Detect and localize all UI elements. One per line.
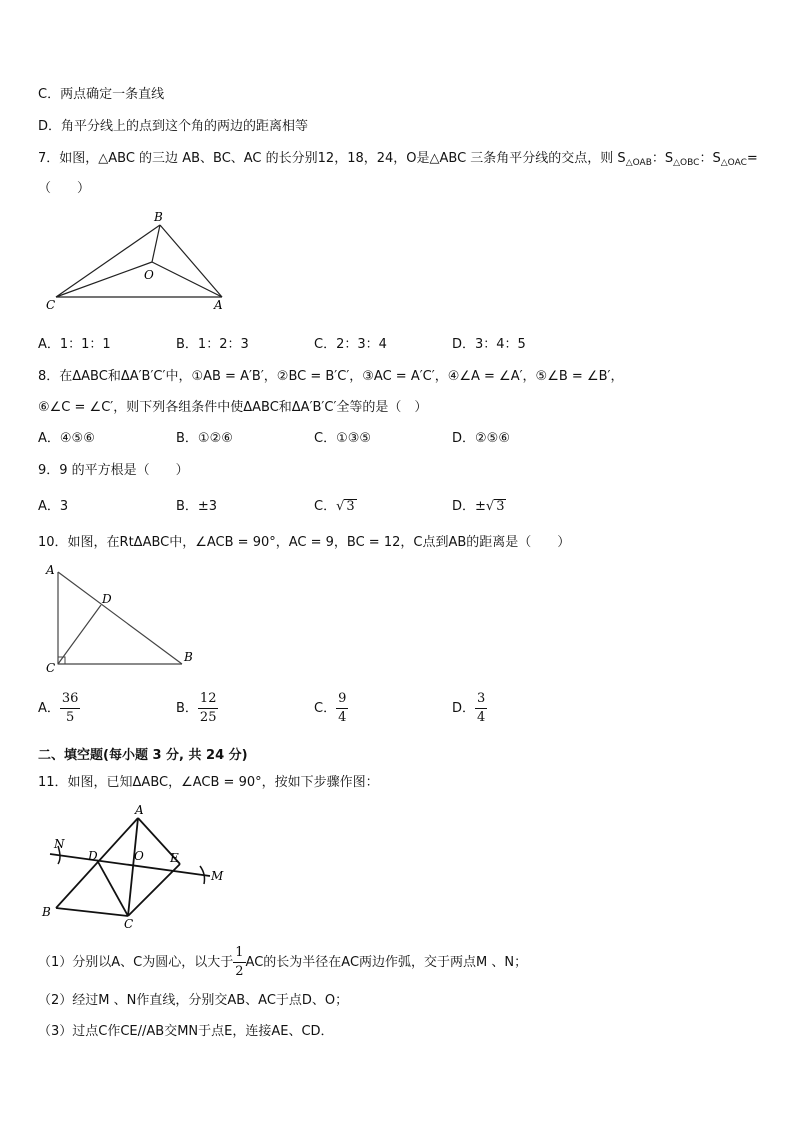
fig7-label-c: C — [46, 298, 56, 312]
q7-option-a: A．1：1：1 — [38, 337, 111, 352]
q7-stem: 7．如图，△ABC 的三边 AB、BC、AC 的长分别12，18，24，O是△ABC 三条角平分线的交点，则 $S_{\triangle OAB}$：$S_{\triangle OBC}$：$S_{\triangle OAC}=$ — [38, 151, 758, 168]
q8-stem-line2: ⑥∠C = ∠C′，则下列各组条件中使ΔABC和ΔA′B′C′全等的是（ ） — [38, 400, 428, 415]
fig10-label-c: C — [46, 661, 56, 675]
fig11-label-e: E — [170, 851, 179, 865]
q8-option-b: B．①②⑥ — [176, 431, 233, 446]
fig10-label-d: D — [102, 592, 112, 606]
fig11-label-o: O — [134, 849, 144, 863]
q10-option-c: C． $\frac{9}{4}$ — [314, 691, 347, 725]
q7-paren: （ ） — [38, 181, 91, 196]
fig11-label-c: C — [124, 917, 134, 930]
q9-stem: 9．9 的平方根是（ ） — [38, 463, 189, 478]
q10-option-b: B． $\frac{12}{25}$ — [176, 691, 217, 725]
fig10-label-b: B — [184, 650, 193, 664]
sqrt-radicand: 3 — [346, 499, 355, 514]
q9-option-a: A．3 — [38, 499, 69, 514]
q11-stem: 11．如图，已知ΔABC，∠ACB = 90°，按如下步骤作图： — [38, 775, 379, 790]
fig7-label-o: O — [144, 268, 154, 282]
fig11-label-a: A — [135, 803, 144, 817]
q9-option-b: B．±3 — [176, 499, 218, 514]
q8-option-c: C．①③⑤ — [314, 431, 372, 446]
option-d-text: D．角平分线上的点到这个角的两边的距离相等 — [38, 119, 309, 134]
q11-step3: （3）过点C作CE//AB交MN于点E，连接AE、CD． — [38, 1024, 334, 1039]
fig11-label-d: D — [88, 849, 98, 863]
fig7-label-a: A — [214, 298, 223, 312]
q8-option-d: D．②⑤⑥ — [452, 431, 510, 446]
q8-stem-line1: 8．在ΔABC和ΔA′B′C′中，①AB = A′B′，②BC = B′C′，③AC = A′C′，④∠A = ∠A′，⑤∠B = ∠B′， — [38, 369, 624, 384]
fig10-label-a: A — [46, 563, 55, 577]
q9-option-d: D．±√ 3 — [452, 499, 505, 514]
section-heading: 二、填空题(每小题 3 分, 共 24 分) — [38, 748, 248, 763]
q7-option-b: B．1：2：3 — [176, 337, 249, 352]
fig11-label-n: N — [54, 837, 65, 851]
fig11-label-b: B — [42, 905, 51, 919]
fig11-label-m: M — [211, 869, 224, 883]
q9-option-c: C．√ 3 — [314, 499, 355, 514]
q7-option-c: C．2：3：4 — [314, 337, 387, 352]
sqrt-radicand: 3 — [496, 499, 505, 514]
figure-q7 — [40, 205, 240, 315]
figure-q10 — [40, 560, 210, 680]
q10-stem: 10．如图，在RtΔABC中，∠ACB = 90°，AC = 9，BC = 12，C点到AB的距离是（ ） — [38, 535, 571, 550]
q10-option-a: A． $\frac{36}{5}$ — [38, 691, 79, 725]
q7-option-d: D．3：4：5 — [452, 337, 526, 352]
q8-option-a: A．④⑤⑥ — [38, 431, 95, 446]
q11-step1: （1）分别以A、C为圆心，以大于 $\frac{1}{2}$ AC的长为半径在AC两边作弧，交于两点M 、N； — [38, 945, 528, 979]
q11-step2: （2）经过M 、N作直线，分别交AB、AC于点D、O； — [38, 993, 349, 1008]
figure-q11 — [40, 800, 240, 930]
option-c-text: C．两点确定一条直线 — [38, 87, 165, 102]
fig7-label-b: B — [154, 210, 163, 224]
q10-option-d: D． $\frac{3}{4}$ — [452, 691, 486, 725]
